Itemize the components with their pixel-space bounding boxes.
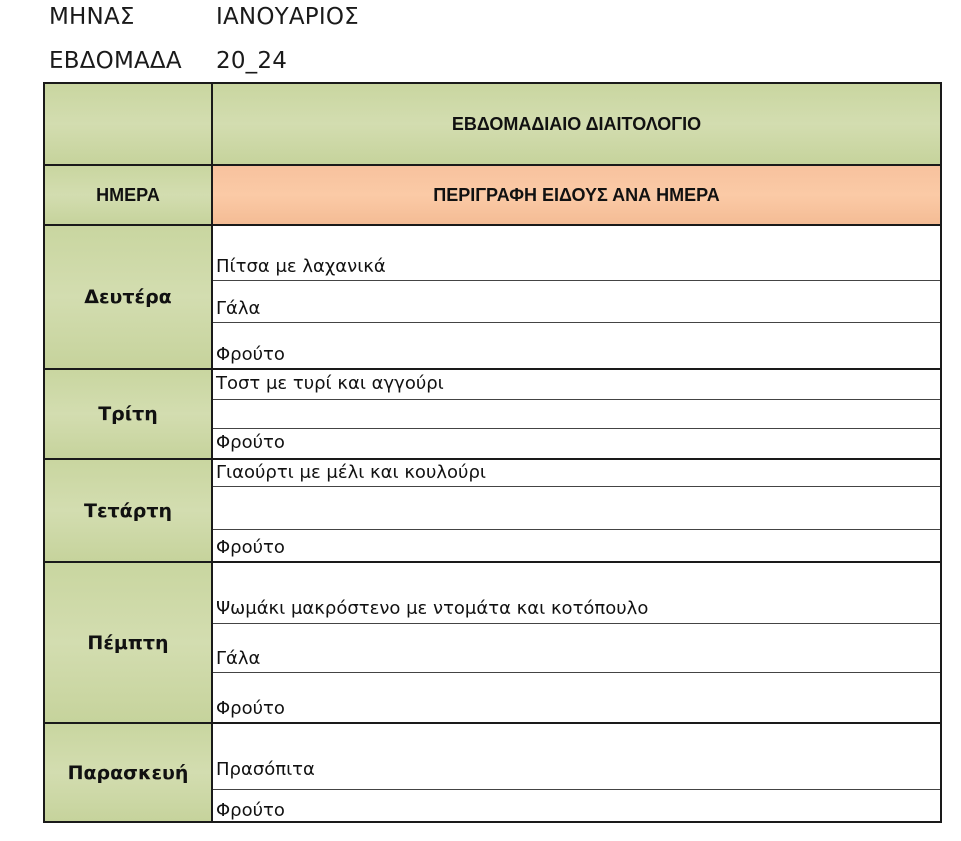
menu-item: Ψωμάκι μακρόστενο με ντομάτα και κοτόπουλο	[216, 598, 649, 619]
table-title: ΕΒΔΟΜΑΔΙΑΙΟ ΔΙΑΙΤΟΛΟΓΙΟ	[213, 84, 940, 164]
column-divider	[211, 84, 213, 821]
menu-item: Φρούτο	[216, 800, 285, 821]
column-header-description: ΠΕΡΙΓΡΑΦΗ ΕΙΔΟΥΣ ΑΝΑ ΗΜΕΡΑ	[213, 166, 940, 224]
row-divider	[45, 561, 940, 563]
sub-row-divider	[213, 623, 940, 624]
menu-item: Φρούτο	[216, 344, 285, 365]
day-cell-monday: Δευτέρα	[45, 226, 211, 368]
sub-row-divider	[213, 529, 940, 530]
sub-row-divider	[213, 399, 940, 400]
menu-item: Πρασόπιτα	[216, 759, 315, 780]
menu-item: Τοστ με τυρί και αγγούρι	[216, 373, 444, 394]
weekly-menu-table	[43, 82, 942, 823]
menu-item: Γάλα	[216, 298, 261, 319]
week-label: ΕΒΔΟΜΑΔΑ	[49, 48, 182, 74]
day-cell-tuesday: Τρίτη	[45, 370, 211, 458]
title-corner-cell	[45, 84, 211, 164]
menu-item: Φρούτο	[216, 698, 285, 719]
day-cell-thursday: Πέμπτη	[45, 563, 211, 722]
sub-row-divider	[213, 672, 940, 673]
week-value: 20_24	[216, 48, 288, 74]
day-cell-friday: Παρασκευή	[45, 724, 211, 821]
sub-row-divider	[213, 322, 940, 323]
month-label: ΜΗΝΑΣ	[49, 4, 135, 30]
menu-item: Γάλα	[216, 648, 261, 669]
menu-item: Φρούτο	[216, 537, 285, 558]
row-divider	[45, 722, 940, 724]
row-divider	[45, 224, 940, 226]
column-header-day: ΗΜΕΡΑ	[45, 166, 211, 224]
sub-row-divider	[213, 428, 940, 429]
month-value: ΙΑΝΟΥΑΡΙΟΣ	[216, 4, 359, 30]
day-cell-wednesday: Τετάρτη	[45, 460, 211, 561]
menu-item: Φρούτο	[216, 432, 285, 453]
row-divider	[45, 368, 940, 370]
menu-item: Πίτσα με λαχανικά	[216, 256, 386, 277]
menu-item: Γιαούρτι με μέλι και κουλούρι	[216, 462, 486, 483]
row-divider	[45, 458, 940, 460]
sub-row-divider	[213, 789, 940, 790]
sub-row-divider	[213, 280, 940, 281]
sub-row-divider	[213, 486, 940, 487]
row-divider	[45, 164, 940, 166]
